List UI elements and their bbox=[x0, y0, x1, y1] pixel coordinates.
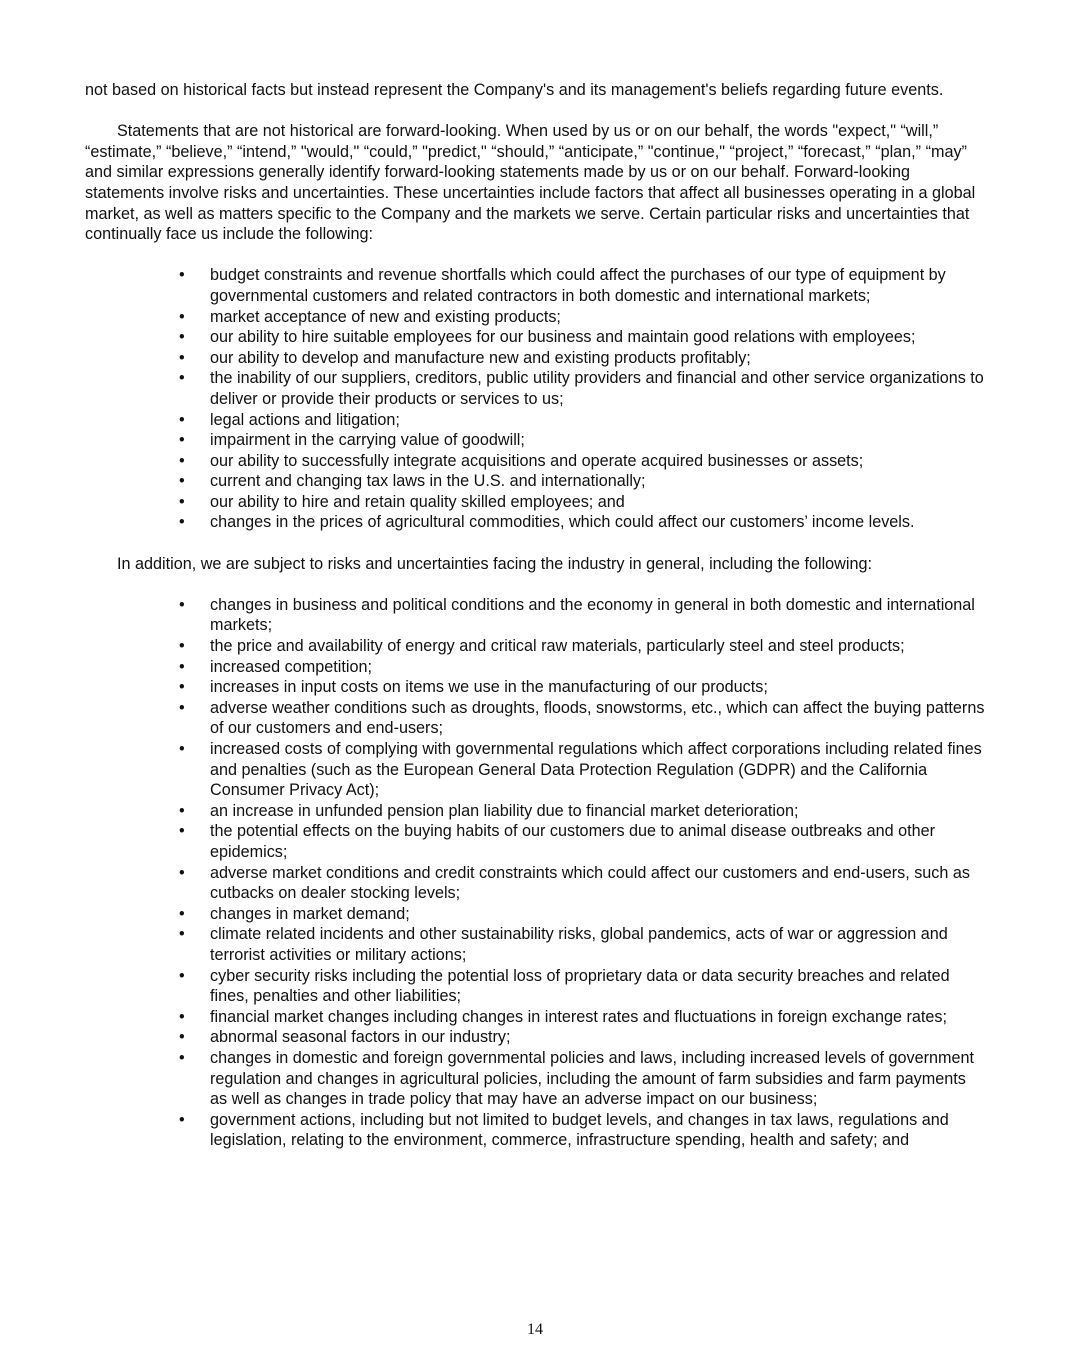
list-item: • the inability of our suppliers, creditors, public utility providers and financial and other service organizations to deliver or provide their products or services to us; bbox=[210, 368, 985, 409]
spacer bbox=[85, 245, 985, 266]
list-item: • the potential effects on the buying habits of our customers due to animal disease outbreaks and other epidemics; bbox=[210, 821, 985, 862]
list-item: • legal actions and litigation; bbox=[210, 410, 985, 431]
list-item: • our ability to develop and manufacture new and existing products profitably; bbox=[210, 348, 985, 369]
spacer bbox=[85, 101, 985, 122]
list-item: • cyber security risks including the potential loss of proprietary data or data security breaches and related fines, penalties and other liabilities; bbox=[210, 966, 985, 1007]
list-item: • government actions, including but not limited to budget levels, and changes in tax laws, regulations and legislation, relating to the environment, commerce, infrastructure spending, health and safety; and bbox=[210, 1110, 985, 1151]
spacer bbox=[85, 533, 985, 554]
forward-looking-paragraph: Statements that are not historical are forward-looking. When used by us or on our behalf, the words "expect," “will,” “estimate,” “believe,” “intend,” "would," “could,” "predict," “should,” “anticipate,” "continue," “project,” “forecast,” “plan,” “may” and similar expressions generally identify forward-looking statements made by us or on our behalf. Forward-looking statements involve risks and uncertainties. These uncertainties include factors that affect all businesses operating in a global market, as well as matters specific to the Company and the markets we serve. Certain particular risks and uncertainties that continually face us include the following: bbox=[85, 122, 976, 244]
list-item: • climate related incidents and other sustainability risks, global pandemics, acts of war or aggression and terrorist activities or military actions; bbox=[210, 924, 985, 965]
list-item: • changes in the prices of agricultural commodities, which could affect our customers’ income levels. bbox=[210, 512, 985, 533]
list-item: • changes in domestic and foreign governmental policies and laws, including increased levels of government regulation and changes in agricultural policies, including the amount of farm subsidies and farm payments as well as changes in trade policy that may have an adverse impact on our business; bbox=[210, 1048, 985, 1110]
list-item: • changes in market demand; bbox=[210, 904, 985, 925]
list-item: • an increase in unfunded pension plan liability due to financial market deterioration; bbox=[210, 801, 985, 822]
list-item: • our ability to successfully integrate acquisitions and operate acquired businesses or assets; bbox=[210, 451, 985, 472]
list-item: • abnormal seasonal factors in our industry; bbox=[210, 1027, 985, 1048]
intro-continuation: not based on historical facts but instead represent the Company's and its management's beliefs regarding future events. bbox=[85, 81, 944, 99]
list-item: • budget constraints and revenue shortfalls which could affect the purchases of our type of equipment by governmental customers and related contractors in both domestic and international markets; bbox=[210, 265, 985, 306]
list-item: • our ability to hire suitable employees for our business and maintain good relations with employees; bbox=[210, 327, 985, 348]
page-number: 14 bbox=[527, 1321, 543, 1338]
list-item: • increased costs of complying with governmental regulations which affect corporations including related fines and penalties (such as the European General Data Protection Regulation (GDPR) and the California Consumer Privacy Act); bbox=[210, 739, 985, 801]
list-item: • the price and availability of energy and critical raw materials, particularly steel and steel products; bbox=[210, 636, 985, 657]
document-page bbox=[85, 80, 985, 1151]
list-item: • financial market changes including changes in interest rates and fluctuations in foreign exchange rates; bbox=[210, 1007, 985, 1028]
company-risks-list bbox=[85, 265, 985, 533]
industry-risks-list bbox=[85, 595, 985, 1151]
list-item: • our ability to hire and retain quality skilled employees; and bbox=[210, 492, 985, 513]
list-item: • impairment in the carrying value of goodwill; bbox=[210, 430, 985, 451]
list-item: • market acceptance of new and existing products; bbox=[210, 307, 985, 328]
list-item: • increases in input costs on items we use in the manufacturing of our products; bbox=[210, 677, 985, 698]
list-item: • adverse weather conditions such as droughts, floods, snowstorms, etc., which can affect the buying patterns of our customers and end-users; bbox=[210, 698, 985, 739]
list-item: • adverse market conditions and credit constraints which could affect our customers and end-users, such as cutbacks on dealer stocking levels; bbox=[210, 863, 985, 904]
list-item: • changes in business and political conditions and the economy in general in both domestic and international markets; bbox=[210, 595, 985, 636]
spacer bbox=[85, 574, 985, 595]
industry-intro: In addition, we are subject to risks and uncertainties facing the industry in general, including the following: bbox=[117, 554, 872, 573]
list-item: • current and changing tax laws in the U.S. and internationally; bbox=[210, 471, 985, 492]
list-item: • increased competition; bbox=[210, 657, 985, 678]
